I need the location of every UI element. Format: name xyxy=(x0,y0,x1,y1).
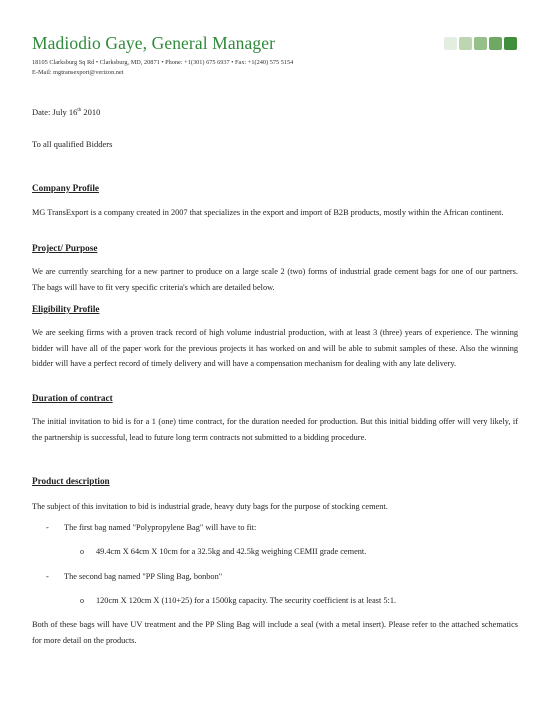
contact-email-line: E-Mail: mgtransexport@verizon.net xyxy=(32,69,124,76)
section-text-duration: The initial invitation to bid is for a 1 (one) time contract, for the duration needed for production. But this initial bidding offer will very likely, if the partnership is successful, lead to future long term contracts not submitted to a bidding procedure. xyxy=(32,417,518,442)
letter-date: Date: July 16th 2010 xyxy=(32,107,101,117)
contact-address-line: 18105 Clarksburg Sq Rd • Clarksburg, MD, 20871 • Phone: +1(301) 675 6937 • Fax: +1(240) 575 5154 xyxy=(32,59,294,66)
section-text-project: We are currently searching for a new partner to produce on a large scale 2 (two) forms of industrial grade cement bags for one of our partners. The bags will have to fit very specific criteria's which are detailed below. xyxy=(32,267,518,292)
section-title-company: Company Profile xyxy=(32,183,99,193)
section-title-duration: Duration of contract xyxy=(32,393,113,403)
logo-square-1 xyxy=(444,37,457,50)
section-text-company: MG TransExport is a company created in 2007 that specializes in the export and import of B2B products, mostly within the African continent. xyxy=(32,208,504,217)
sender-contact xyxy=(32,58,293,78)
section-text-product-closing: Both of these bags will have UV treatment and the PP Sling Bag will include a seal (with a metal insert). Please refer to the attached schematics for more detail on the products. xyxy=(32,620,518,645)
sub-bullet-item: 120cm X 120cm X (110+25) for a 1500kg capacity. The security coefficient is at least 5:1. xyxy=(96,596,397,605)
logo-square-2 xyxy=(459,37,472,50)
logo-squares xyxy=(444,37,517,50)
greeting: To all qualified Bidders xyxy=(32,139,113,149)
sub-bullet-item: 49.4cm X 64cm X 10cm for a 32.5kg and 42.5kg weighing CEMII grade cement. xyxy=(96,547,367,556)
section-title-project: Project/ Purpose xyxy=(32,243,98,253)
bullet-item: The second bag named "PP Sling Bag, bonbon" xyxy=(64,572,223,581)
sub-bullet-marker: o xyxy=(80,547,84,556)
section-title-eligibility: Eligibility Profile xyxy=(32,304,100,314)
sender-name: Madiodio Gaye, General Manager xyxy=(32,33,276,53)
logo-square-3 xyxy=(474,37,487,50)
bullet-marker: - xyxy=(46,522,49,532)
section-title-product: Product description xyxy=(32,476,110,486)
bullet-marker: - xyxy=(46,571,49,581)
section-text-product-intro: The subject of this invitation to bid is industrial grade, heavy duty bags for the purpose of stocking cement. xyxy=(32,502,388,511)
bullet-item: The first bag named "Polypropylene Bag" will have to fit: xyxy=(64,523,257,532)
logo-square-4 xyxy=(489,37,502,50)
logo-square-5 xyxy=(504,37,517,50)
sub-bullet-marker: o xyxy=(80,596,84,605)
section-text-eligibility: We are seeking firms with a proven track record of high volume industrial production, with at least 3 (three) years of experience. The winning bidder will have all of the paper work for the previous projects it has worked on and will be able to submit samples of these. Also the winning bidder will have a perfect record of timely delivery and will have a compensation mechanism for dealing with any late delivery. xyxy=(32,328,518,369)
